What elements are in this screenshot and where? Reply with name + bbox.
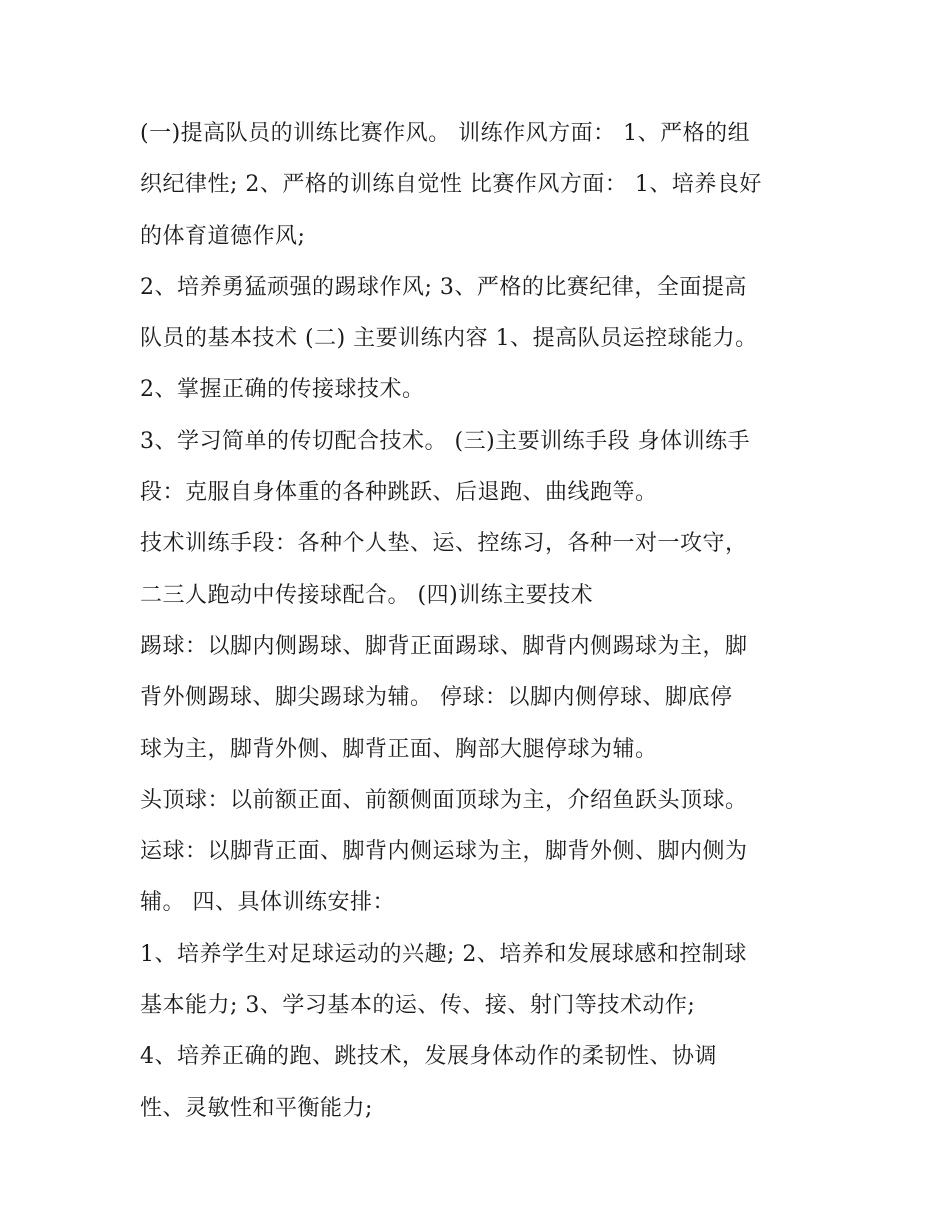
text-line: 辅。 四、具体训练安排： [140,890,395,916]
document-body [140,108,830,1134]
text-line: 技术训练手段：各种个人垫、运、控练习，各种一对一攻守， [140,531,748,557]
text-line: 二三人跑动中传接球配合。 (四)训练主要技术 [140,582,594,608]
text-line: 性、灵敏性和平衡能力; [140,1095,373,1121]
text-line: 3、学习简单的传切配合技术。 (三)主要训练手段 身体训练手 [140,428,751,454]
text-line: 踢球：以脚内侧踢球、脚背正面踢球、脚背内侧踢球为主，脚 [140,633,748,659]
text-line: 2、掌握正确的传接球技术。 [140,377,425,403]
text-line: 球为主，脚背外侧、脚背正面、胸部大腿停球为辅。 [140,736,658,762]
text-line: 织纪律性; 2、严格的训练自觉性 比赛作风方面： 1、培养良好 [140,172,762,198]
text-line: 队员的基本技术 (二) 主要训练内容 1、提高队员运控球能力。 [140,326,758,352]
text-line: 的体育道德作风; [140,223,306,249]
text-line: 4、培养正确的跑、跳技术，发展身体动作的柔韧性、协调 [140,1044,717,1070]
text-line: 背外侧踢球、脚尖踢球为辅。 停球：以脚内侧停球、脚底停 [140,685,733,711]
text-line: 运球：以脚背正面、脚背内侧运球为主，脚背外侧、脚内侧为 [140,839,748,865]
text-line: 头顶球：以前额正面、前额侧面顶球为主，介绍鱼跃头顶球。 [140,787,748,813]
text-line: 2、培养勇猛顽强的踢球作风; 3、严格的比赛纪律，全面提高 [140,274,747,300]
text-line: 基本能力; 3、学习基本的运、传、接、射门等技术动作; [140,993,696,1019]
text-line: 段：克服自身体重的各种跳跃、后退跑、曲线跑等。 [140,480,658,506]
text-line: 1、培养学生对足球运动的兴趣; 2、培养和发展球感和控制球 [140,941,747,967]
text-line: (一)提高队员的训练比赛作风。 训练作风方面： 1、严格的组 [140,121,751,146]
